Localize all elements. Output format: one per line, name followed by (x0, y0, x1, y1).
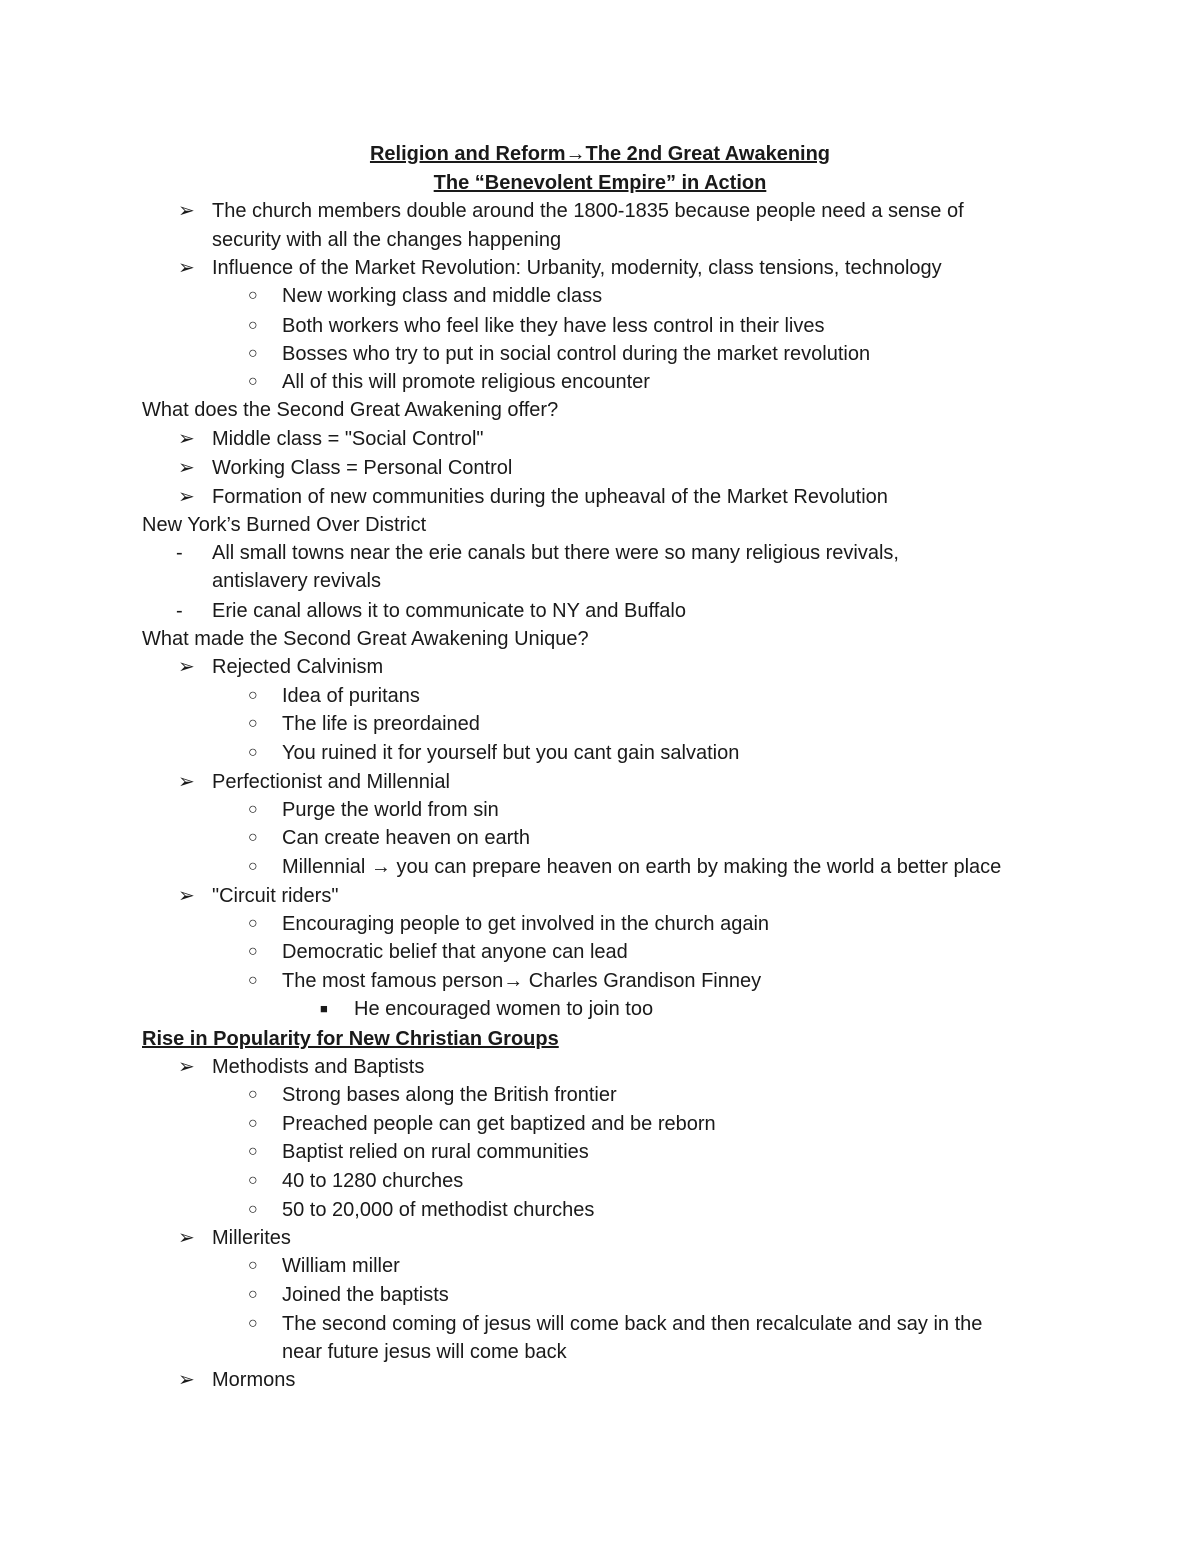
sub-bullet-text-continued: near future jesus will come back (282, 1341, 567, 1363)
circle-bullet-icon: ○ (248, 1286, 258, 1303)
circle-bullet-icon: ○ (248, 801, 258, 818)
dash-bullet-icon: - (176, 600, 183, 622)
circle-bullet-icon: ○ (248, 1172, 258, 1189)
sub-bullet-text: Bosses who try to put in social control during the market revolution (282, 343, 871, 365)
sub-bullet-text: Purge the world from sin (282, 799, 499, 821)
sub-bullet-text: Millennial → you can prepare heaven on earth by making the world a better place (282, 856, 1002, 878)
sub-bullet-text: Idea of puritans (282, 685, 420, 707)
section-heading-bold: Rise in Popularity for New Christian Groups (142, 1028, 559, 1050)
bullet-text: "Circuit riders" (212, 885, 339, 907)
arrow-bullet-icon: ➢ (178, 656, 195, 678)
sub-bullet-text: Can create heaven on earth (282, 827, 530, 849)
circle-bullet-icon: ○ (248, 687, 258, 704)
circle-bullet-icon: ○ (248, 317, 258, 334)
bullet-text: Rejected Calvinism (212, 656, 384, 678)
square-bullet-icon: ■ (320, 1001, 328, 1016)
circle-bullet-icon: ○ (248, 1315, 258, 1332)
sub-bullet-text: Encouraging people to get involved in the church again (282, 913, 770, 935)
sub-bullet-text: You ruined it for yourself but you cant gain salvation (282, 742, 740, 764)
circle-bullet-icon: ○ (248, 1257, 258, 1274)
circle-bullet-icon: ○ (248, 345, 258, 362)
circle-bullet-icon: ○ (248, 287, 258, 304)
sub-bullet-text: All of this will promote religious encounter (282, 371, 650, 393)
circle-bullet-icon: ○ (248, 1086, 258, 1103)
bullet-text: Middle class = "Social Control" (212, 428, 484, 450)
arrow-bullet-icon: ➢ (178, 428, 195, 450)
sub-bullet-text: The second coming of jesus will come back and then recalculate and say in the (282, 1313, 983, 1335)
sub-bullet-text: Strong bases along the British frontier (282, 1084, 617, 1106)
sub-bullet-text: William miller (282, 1255, 400, 1277)
sub-bullet-text: New working class and middle class (282, 285, 603, 307)
circle-bullet-icon: ○ (248, 1201, 258, 1218)
sub-bullet-text: Joined the baptists (282, 1284, 449, 1306)
circle-bullet-icon: ○ (248, 373, 258, 390)
arrow-bullet-icon: ➢ (178, 1056, 195, 1078)
bullet-text: Mormons (212, 1369, 296, 1391)
arrow-bullet-icon: ➢ (178, 457, 195, 479)
sub-bullet-text: 40 to 1280 churches (282, 1170, 464, 1192)
bullet-text: Millerites (212, 1227, 291, 1249)
bullet-text: Working Class = Personal Control (212, 457, 513, 479)
sub-bullet-text: Preached people can get baptized and be reborn (282, 1113, 716, 1135)
circle-bullet-icon: ○ (248, 972, 258, 989)
document-title: Religion and Reform→The 2nd Great Awakening (369, 143, 831, 165)
bullet-text: Influence of the Market Revolution: Urbanity, modernity, class tensions, technology (212, 257, 942, 279)
bullet-text: All small towns near the erie canals but there were so many religious revivals, (212, 542, 899, 564)
circle-bullet-icon: ○ (248, 715, 258, 732)
bullet-text: Erie canal allows it to communicate to NY and Buffalo (212, 600, 686, 622)
sub-bullet-text: Democratic belief that anyone can lead (282, 941, 628, 963)
section-heading: What does the Second Great Awakening offer? (142, 399, 559, 421)
circle-bullet-icon: ○ (248, 744, 258, 761)
sub-bullet-text: The life is preordained (282, 713, 480, 735)
circle-bullet-icon: ○ (248, 1143, 258, 1160)
dash-bullet-icon: - (176, 542, 183, 564)
bullet-text-continued: antislavery revivals (212, 570, 381, 592)
arrow-bullet-icon: ➢ (178, 200, 195, 222)
arrow-bullet-icon: ➢ (178, 1369, 195, 1391)
circle-bullet-icon: ○ (248, 915, 258, 932)
sub-bullet-text: The most famous person→ Charles Grandison Finney (282, 970, 762, 992)
circle-bullet-icon: ○ (248, 858, 258, 875)
arrow-bullet-icon: ➢ (178, 885, 195, 907)
sub-bullet-text: Both workers who feel like they have less control in their lives (282, 315, 825, 337)
bullet-text: The church members double around the 1800-1835 because people need a sense of (212, 200, 964, 222)
sub-bullet-text: Baptist relied on rural communities (282, 1141, 589, 1163)
arrow-bullet-icon: ➢ (178, 486, 195, 508)
bullet-text: Methodists and Baptists (212, 1056, 425, 1078)
sub-bullet-text: 50 to 20,000 of methodist churches (282, 1199, 595, 1221)
arrow-bullet-icon: ➢ (178, 771, 195, 793)
circle-bullet-icon: ○ (248, 943, 258, 960)
circle-bullet-icon: ○ (248, 829, 258, 846)
arrow-bullet-icon: ➢ (178, 257, 195, 279)
bullet-text: Formation of new communities during the upheaval of the Market Revolution (212, 486, 888, 508)
section-heading: New York’s Burned Over District (142, 514, 427, 536)
bullet-text: Perfectionist and Millennial (212, 771, 450, 793)
bullet-text-continued: security with all the changes happening (212, 229, 562, 251)
section-subtitle: The “Benevolent Empire” in Action (433, 172, 767, 194)
circle-bullet-icon: ○ (248, 1115, 258, 1132)
sub-sub-bullet-text: He encouraged women to join too (354, 998, 654, 1020)
arrow-bullet-icon: ➢ (178, 1227, 195, 1249)
section-heading: What made the Second Great Awakening Unique? (142, 628, 589, 650)
